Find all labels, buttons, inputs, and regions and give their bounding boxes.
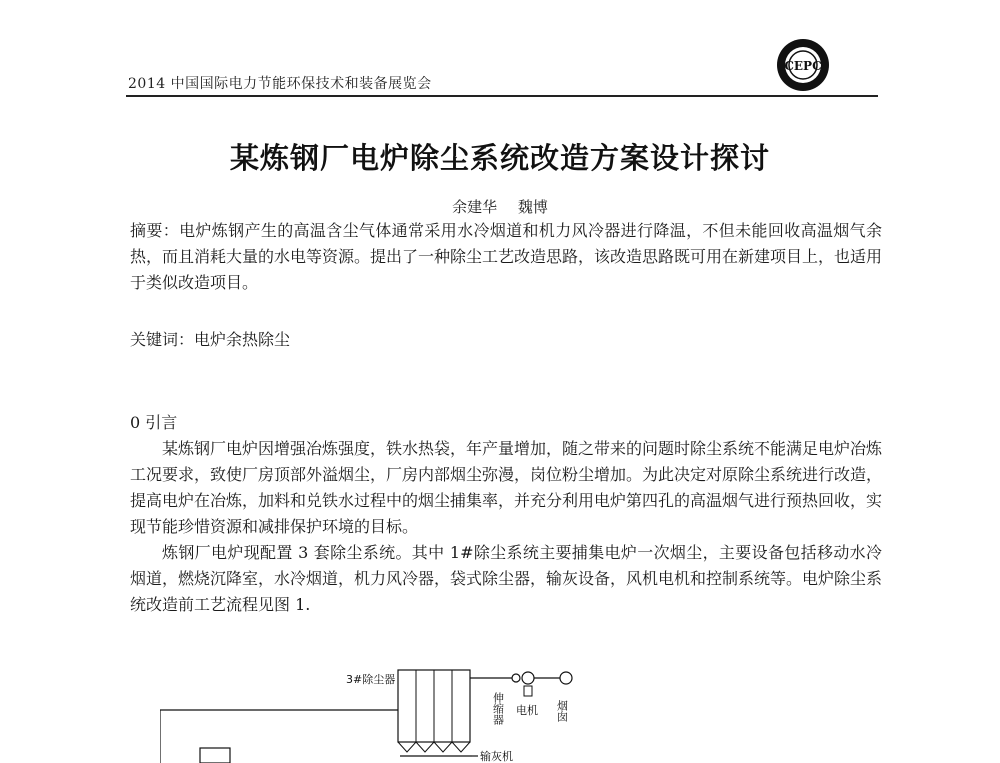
header-rule: [126, 95, 878, 97]
paper-title: 某炼钢厂电炉除尘系统改造方案设计探讨: [229, 141, 770, 175]
ash-conveyor-label: 输灰机: [480, 750, 513, 763]
dust-collector-label: 3#除尘器: [346, 673, 396, 686]
author-name: 魏博: [517, 198, 548, 216]
section-heading: 0 引言: [130, 413, 178, 432]
logo-text: CEPC: [784, 59, 822, 73]
duct-line: [160, 710, 398, 763]
conference-logo-icon: [775, 37, 831, 93]
fan-icon: [512, 674, 520, 682]
expansion-joint-label: 伸缩器: [491, 692, 505, 725]
author-name: 余建华: [452, 198, 498, 216]
motor-icon: [524, 686, 532, 696]
furnace-outline: [200, 748, 230, 763]
body-paragraph: 炼钢厂电炉现配置 3 套除尘系统。其中 1#除尘系统主要捕集电炉一次烟尘，主要设备包括移动水冷烟道，燃烧沉降室，水冷烟道，机力风冷器，袋式除尘器，输灰设备，风机电机和控制系统等。电炉除尘系统改造前工艺流程见图 1.: [130, 543, 883, 614]
fan-motor-icon: [522, 672, 534, 684]
motor-label: 电机: [516, 704, 538, 717]
chimney-label: 烟囱: [555, 700, 569, 722]
dust-collector-unit: [398, 670, 472, 756]
process-flow-figure: [160, 658, 600, 763]
conference-header: 2014 中国国际电力节能环保技术和装备展览会: [128, 76, 432, 92]
keywords: 关键词：电炉余热除尘: [130, 330, 291, 349]
body-paragraph: 某炼钢厂电炉因增强冶炼强度，铁水热袋，年产量增加，随之带来的问题时除尘系统不能满足电炉冶炼工况要求，致使厂房顶部外溢烟尘，厂房内部烟尘弥漫，岗位粉尘增加。为此决定对原除尘系统进行改造，提高电炉在冶炼，加料和兑铁水过程中的烟尘捕集率，并充分利用电炉第四孔的高温烟气进行预热回收，实现节能珍惜资源和减排保护环境的目标。: [130, 439, 883, 536]
chimney-icon: [560, 672, 572, 684]
abstract: 摘要：电炉炼钢产生的高温含尘气体通常采用水冷烟道和机力风冷器进行降温，不但未能回收高温烟气余热，而且消耗大量的水电等资源。提出了一种除尘工艺改造思路，该改造思路既可用在新建项目上，也适用于类似改造项目。: [130, 221, 883, 292]
author-list: [0, 196, 1000, 217]
